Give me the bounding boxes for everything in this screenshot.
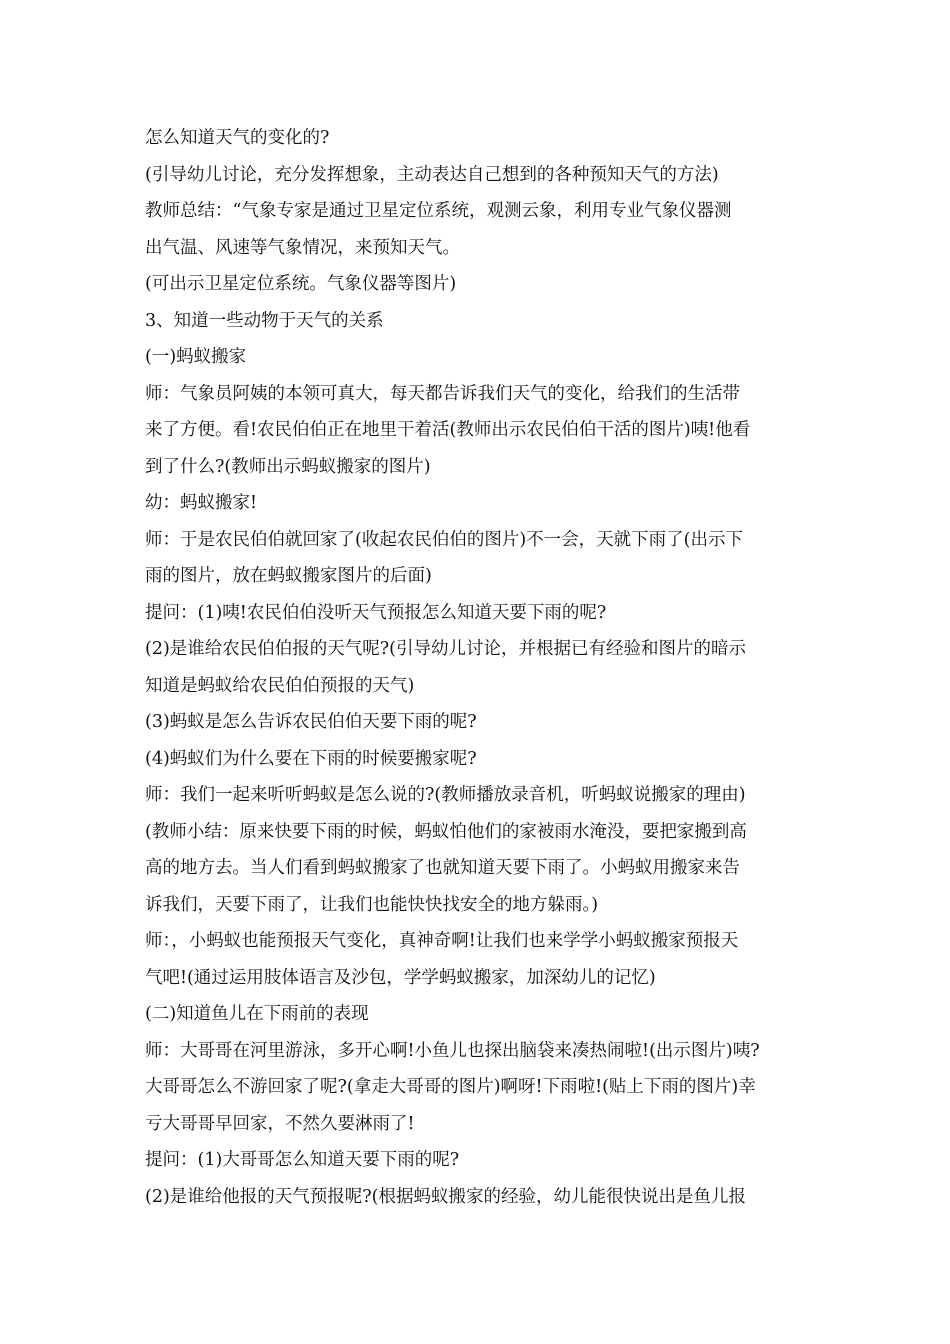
text-line: 师：大哥哥在河里游泳，多开心啊!小鱼儿也探出脑袋来凑热闹啦!(出示图片)咦?	[145, 1040, 760, 1061]
text-line: (教师小结：原来快要下雨的时候，蚂蚁怕他们的家被雨水淹没，要把家搬到高	[145, 821, 747, 842]
text-line: 高的地方去。当人们看到蚂蚁搬家了也就知道天要下雨了。小蚂蚁用搬家来告	[145, 858, 740, 878]
subsection-heading: (一)蚂蚁搬家	[145, 347, 247, 367]
text-line: 师：于是农民伯伯就回家了(收起农民伯伯的图片)不一会，天就下雨了(出示下	[145, 529, 743, 550]
document-body	[145, 120, 815, 1215]
section-heading: 3、知道一些动物于天气的关系	[145, 310, 384, 331]
text-line: 提问：(1)大哥哥怎么知道天要下雨的呢?	[145, 1150, 460, 1170]
text-line: 教师总结：“气象专家是通过卫星定位系统，观测云象，利用专业气象仪器测	[145, 201, 732, 221]
subsection-heading: (二)知道鱼儿在下雨前的表现	[145, 1004, 369, 1024]
text-line: (2)是谁给农民伯伯报的天气呢?(引导幼儿讨论，并根据已有经验和图片的暗示	[145, 639, 746, 659]
text-line: 到了什么?(教师出示蚂蚁搬家的图片)	[145, 456, 431, 477]
text-line: 师：，小蚂蚁也能预报天气变化，真神奇啊!让我们也来学学小蚂蚁搬家预报天	[145, 931, 739, 951]
text-line: 来了方便。看!农民伯伯正在地里干着活(教师出示农民伯伯干活的图片)咦!他看	[145, 420, 751, 440]
text-line: 亏大哥哥早回家，不然久要淋雨了!	[145, 1113, 415, 1134]
text-line: 怎么知道天气的变化的?	[145, 128, 330, 148]
text-line: 大哥哥怎么不游回家了呢?(拿走大哥哥的图片)啊呀!下雨啦!(贴上下雨的图片)幸	[145, 1077, 756, 1097]
text-line: (引导幼儿讨论，充分发挥想象，主动表达自己想到的各种预知天气的方法)	[145, 164, 719, 185]
text-line: (可出示卫星定位系统。气象仪器等图片)	[145, 274, 457, 294]
text-line: 出气温、风速等气象情况，来预知天气。	[145, 237, 460, 258]
text-line: 诉我们，天要下雨了，让我们也能快快找安全的地方躲雨。)	[145, 894, 599, 915]
text-line: 气吧!(通过运用肢体语言及沙包，学学蚂蚁搬家，加深幼儿的记忆)	[145, 967, 656, 988]
text-line: (2)是谁给他报的天气预报呢?(根据蚂蚁搬家的经验，幼儿能很快说出是鱼儿报	[145, 1186, 746, 1207]
text-line: 师：气象员阿姨的本领可真大，每天都告诉我们天气的变化，给我们的生活带	[145, 383, 740, 404]
text-line: 幼：蚂蚁搬家!	[145, 493, 258, 513]
text-line: 知道是蚂蚁给农民伯伯预报的天气)	[145, 675, 415, 696]
text-line: 雨的图片，放在蚂蚁搬家图片的后面)	[145, 566, 432, 586]
text-line: (3)蚂蚁是怎么告诉农民伯伯天要下雨的呢?	[145, 712, 477, 732]
text-line: 师：我们一起来听听蚂蚁是怎么说的?(教师播放录音机，听蚂蚁说搬家的理由)	[145, 785, 746, 805]
text-line: (4)蚂蚁们为什么要在下雨的时候要搬家呢?	[145, 748, 477, 769]
text-line: 提问：(1)咦!农民伯伯没听天气预报怎么知道天要下雨的呢?	[145, 602, 607, 623]
